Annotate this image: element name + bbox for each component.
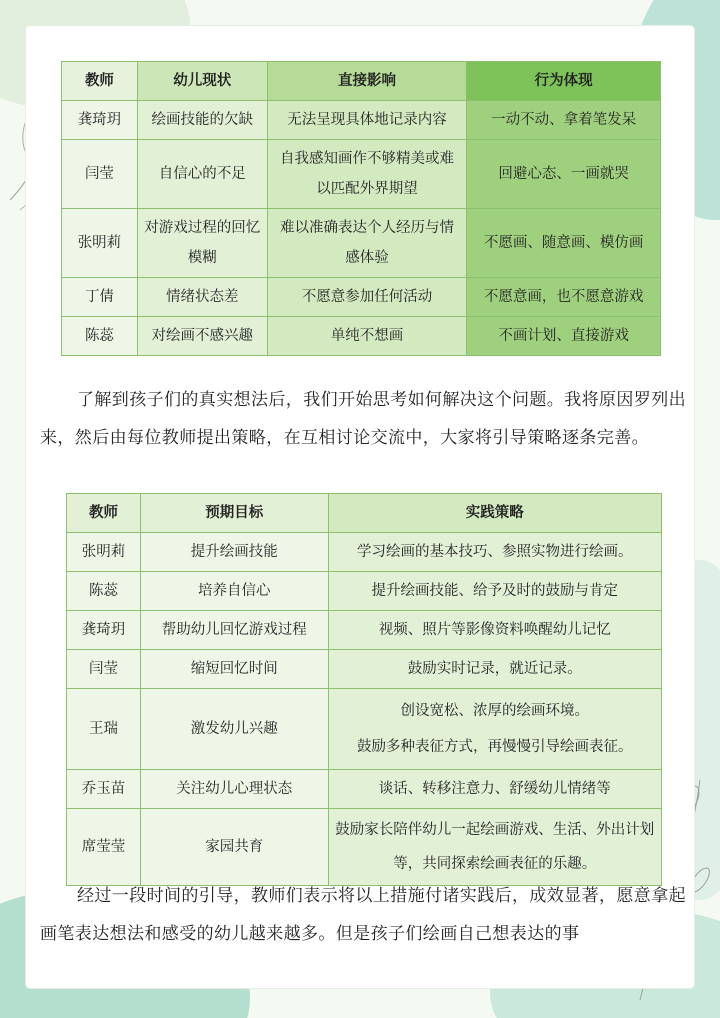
header-cell: 实践策略 (328, 494, 661, 533)
table-row (62, 209, 661, 278)
table-row (67, 611, 662, 650)
table-row (67, 533, 662, 572)
teacher-cell: 王瑞 (67, 689, 141, 770)
behavior-cell: 回避心态、一画就哭 (467, 140, 661, 209)
strategy-cell: 谈话、转移注意力、舒缓幼儿情绪等 (328, 770, 661, 809)
goal-cell: 激发幼儿兴趣 (140, 689, 328, 770)
table-row (67, 650, 662, 689)
behavior-cell: 一动不动、拿着笔发呆 (467, 101, 661, 140)
teacher-cell: 乔玉苗 (67, 770, 141, 809)
impact-cell: 自我感知画作不够精美或难以匹配外界期望 (267, 140, 467, 209)
teacher-cell: 陈蕊 (62, 317, 138, 356)
teacher-cell: 闫莹 (67, 650, 141, 689)
table-row (62, 101, 661, 140)
goal-cell: 帮助幼儿回忆游戏过程 (140, 611, 328, 650)
difficulty-table (61, 61, 661, 356)
header-cell: 幼儿现状 (137, 62, 267, 101)
header-cell: 教师 (67, 494, 141, 533)
header-cell: 教师 (62, 62, 138, 101)
teacher-cell: 闫莹 (62, 140, 138, 209)
table-row (67, 770, 662, 809)
strategy-table (66, 493, 662, 886)
header-cell: 预期目标 (140, 494, 328, 533)
status-cell: 对绘画不感兴趣 (137, 317, 267, 356)
strategy-line: 创设宽松、浓厚的绘画环境。 (400, 703, 590, 719)
teacher-cell: 张明莉 (62, 209, 138, 278)
teacher-cell: 张明莉 (67, 533, 141, 572)
strategy-cell: 鼓励实时记录，就近记录。 (328, 650, 661, 689)
teacher-cell: 陈蕊 (67, 572, 141, 611)
strategy-cell: 视频、照片等影像资料唤醒幼儿记忆 (328, 611, 661, 650)
table-row (62, 317, 661, 356)
body-paragraph: 了解到孩子们的真实想法后，我们开始思考如何解决这个问题。我将原因罗列出来，然后由每位教师提出策略，在互相讨论交流中，大家将引导策略逐条完善。 (40, 390, 686, 448)
impact-cell: 难以准确表达个人经历与情感体验 (267, 209, 467, 278)
impact-cell: 单纯不想画 (267, 317, 467, 356)
teacher-cell: 龚琦玥 (62, 101, 138, 140)
strategy-cell: 提升绘画技能、给予及时的鼓励与肯定 (328, 572, 661, 611)
behavior-cell: 不愿画、随意画、模仿画 (467, 209, 661, 278)
goal-cell: 关注幼儿心理状态 (140, 770, 328, 809)
impact-cell: 无法呈现具体地记录内容 (267, 101, 467, 140)
behavior-cell: 不画计划、直接游戏 (467, 317, 661, 356)
table-row (62, 140, 661, 209)
goal-cell: 培养自信心 (140, 572, 328, 611)
strategy-cell: 鼓励家长陪伴幼儿一起绘画游戏、生活、外出计划等，共同探索绘画表征的乐趣。 (328, 809, 661, 886)
body-paragraph: 经过一段时间的引导，教师们表示将以上措施付诸实践后，成效显著，愿意拿起画笔表达想法和感受的幼儿越来越多。但是孩子们绘画自己想表达的事 (40, 886, 686, 944)
strategy-cell (328, 689, 661, 770)
teacher-cell: 龚琦玥 (67, 611, 141, 650)
table-header-row (67, 494, 662, 533)
teacher-cell: 丁倩 (62, 278, 138, 317)
header-cell: 直接影响 (267, 62, 467, 101)
behavior-cell: 不愿意画，也不愿意游戏 (467, 278, 661, 317)
status-cell: 情绪状态差 (137, 278, 267, 317)
status-cell: 对游戏过程的回忆模糊 (137, 209, 267, 278)
goal-cell: 缩短回忆时间 (140, 650, 328, 689)
strategy-cell: 学习绘画的基本技巧、参照实物进行绘画。 (328, 533, 661, 572)
table-row (67, 572, 662, 611)
strategy-line: 鼓励多种表征方式，再慢慢引导绘画表征。 (357, 739, 633, 755)
table-row (67, 689, 662, 770)
teacher-cell: 席莹莹 (67, 809, 141, 886)
status-cell: 绘画技能的欠缺 (137, 101, 267, 140)
goal-cell: 提升绘画技能 (140, 533, 328, 572)
table-header-row (62, 62, 661, 101)
status-cell: 自信心的不足 (137, 140, 267, 209)
table-row (62, 278, 661, 317)
impact-cell: 不愿意参加任何活动 (267, 278, 467, 317)
table-row (67, 809, 662, 886)
goal-cell: 家园共育 (140, 809, 328, 886)
header-cell: 行为体现 (467, 62, 661, 101)
